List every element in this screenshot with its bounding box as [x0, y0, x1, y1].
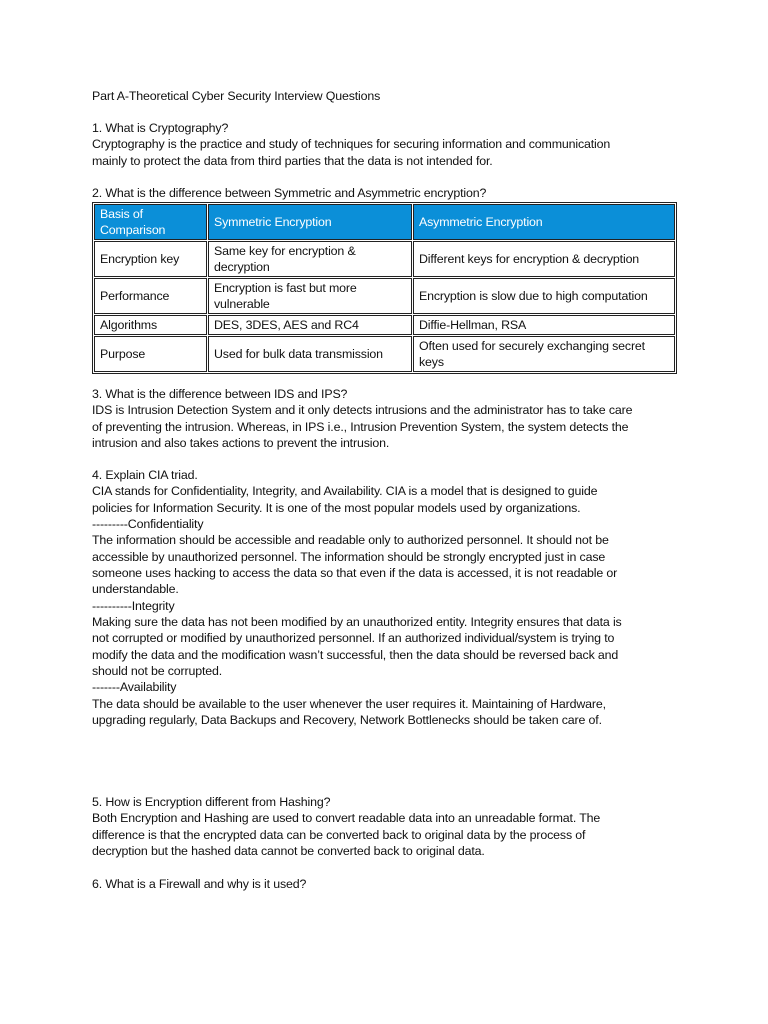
answer-line: CIA stands for Confidentiality, Integrity, and Availability. CIA is a model that is designed to guide: [92, 484, 598, 499]
answer-line: difference is that the encrypted data can be converted back to original data by the process of: [92, 827, 586, 842]
table-row: [94, 278, 675, 314]
table-cell: Diffie-Hellman, RSA: [413, 315, 675, 335]
table-header-row: [94, 204, 675, 240]
question-heading: 3. What is the difference between IDS and IPS?: [92, 387, 348, 401]
header-cell: Asymmetric Encryption: [413, 204, 675, 240]
answer-line: The information should be accessible and readable only to authorized personnel. It should not be: [92, 533, 609, 548]
question-heading: 4. Explain CIA triad.: [92, 468, 198, 482]
table-cell: Often used for securely exchanging secret keys: [413, 336, 675, 372]
table-cell: DES, 3DES, AES and RC4: [208, 315, 412, 335]
question-4: [92, 467, 692, 729]
question-2: [92, 185, 692, 201]
question-3: [92, 386, 692, 451]
header-cell: Basis of Comparison: [94, 204, 207, 240]
question-heading: 5. How is Encryption different from Hashing?: [92, 795, 331, 809]
table-cell: Purpose: [94, 336, 207, 372]
answer-line: Making sure the data has not been modified by an unauthorized entity. Integrity ensures that data is: [92, 615, 622, 630]
answer-line: mainly to protect the data from third parties that the data is not intended for.: [92, 153, 493, 168]
question-heading: 2. What is the difference between Symmetric and Asymmetric encryption?: [92, 186, 487, 200]
table-cell: Same key for encryption & decryption: [208, 241, 412, 277]
answer-line: someone uses hacking to access the data so that even if the data is accessed, it is not readable or: [92, 566, 618, 581]
answer-line: The data should be available to the user whenever the user requires it. Maintaining of Hardware,: [92, 696, 606, 711]
table-row: [94, 336, 675, 372]
answer-line: Cryptography is the practice and study of techniques for securing information and communication: [92, 137, 611, 152]
question-5: [92, 794, 692, 859]
title-text: Part A-Theoretical Cyber Security Interview Questions: [92, 89, 381, 103]
answer-line: intrusion and also takes actions to prevent the intrusion.: [92, 436, 390, 451]
table-cell: Used for bulk data transmission: [208, 336, 412, 372]
answer-line: modify the data and the modification wasn’t successful, then the data should be reversed back and: [92, 647, 619, 662]
question-1: [92, 120, 692, 169]
answer-line: not corrupted or modified by unauthorized personnel. If an authorized individual/system is trying to: [92, 631, 615, 646]
answer-line: of preventing the intrusion. Whereas, in IPS i.e., Intrusion Prevention System, the system detects the: [92, 419, 629, 434]
answer-line: decryption but the hashed data cannot be converted back to original data.: [92, 844, 485, 859]
table-cell: Different keys for encryption & decryption: [413, 241, 675, 277]
answer-line: Both Encryption and Hashing are used to convert readable data into an unreadable format. The: [92, 811, 601, 826]
answer-line: upgrading regularly, Data Backups and Recovery, Network Bottlenecks should be taken care of.: [92, 713, 602, 728]
table-cell: Encryption is fast but more vulnerable: [208, 278, 412, 314]
table-row: [94, 241, 675, 277]
question-6: [92, 876, 692, 892]
answer-line: accessible by unauthorized personnel. The information should be strongly encrypted just in case: [92, 549, 606, 564]
table-cell: Performance: [94, 278, 207, 314]
answer-line: policies for Information Security. It is one of the most popular models used by organizations.: [92, 500, 581, 515]
answer-line: should not be corrupted.: [92, 664, 223, 679]
table-cell: Encryption is slow due to high computation: [413, 278, 675, 314]
question-heading: 6. What is a Firewall and why is it used?: [92, 877, 307, 891]
answer-line: IDS is Intrusion Detection System and it only detects intrusions and the administrator has to take care: [92, 403, 633, 418]
header-cell: Symmetric Encryption: [208, 204, 412, 240]
table-cell: Encryption key: [94, 241, 207, 277]
encryption-comparison-table: [92, 202, 677, 374]
question-heading: 1. What is Cryptography?: [92, 121, 229, 135]
answer-line: understandable.: [92, 582, 179, 597]
subheading: ----------Integrity: [92, 598, 175, 613]
subheading: ---------Confidentiality: [92, 517, 204, 532]
table-cell: Algorithms: [94, 315, 207, 335]
document-title: [92, 88, 692, 104]
table-row: [94, 315, 675, 335]
subheading: -------Availability: [92, 680, 177, 695]
